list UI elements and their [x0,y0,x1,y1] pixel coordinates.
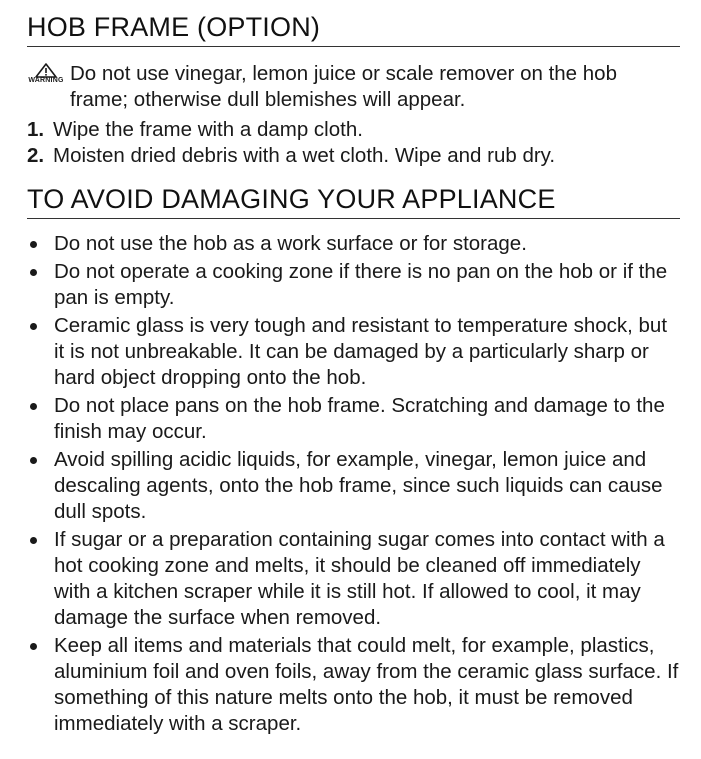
warning-icon [27,63,65,87]
manual-page [27,0,680,739]
list-item: Ceramic glass is very tough and resistant to temperature shock, but it is not unbreakable. It can be damaged by a particularly sharp or hard object dropping onto the hob. [27,313,680,391]
step-item [27,117,680,143]
cleaning-steps [27,117,680,169]
step-text: Wipe the frame with a damp cloth. [53,118,363,141]
section-title-avoid-damage: TO AVOID DAMAGING YOUR APPLIANCE [27,184,680,219]
warning-triangle-icon [35,63,57,78]
list-item: Do not operate a cooking zone if there is no pan on the hob or if the pan is empty. [27,259,680,311]
step-number: 2. [27,144,45,167]
step-item [27,143,680,169]
step-number: 1. [27,118,45,141]
step-text: Moisten dried debris with a wet cloth. Wipe and rub dry. [53,144,556,167]
list-item: Do not place pans on the hob frame. Scratching and damage to the finish may occur. [27,393,680,445]
warning-label: WARNING [28,77,64,84]
list-item: If sugar or a preparation containing sugar comes into contact with a hot cooking zone and melts, it should be cleaned off immediately with a kitchen scraper while it is still hot. If allowed to cool, it may damage the surface when removed. [27,527,680,631]
section-title-hob-frame: HOB FRAME (OPTION) [27,12,680,47]
warning-text: Do not use vinegar, lemon juice or scale remover on the hob frame; otherwise dull blemishes will appear. [70,62,617,111]
damage-prevention-list [27,231,680,737]
list-item: Avoid spilling acidic liquids, for example, vinegar, lemon juice and descaling agents, onto the hob frame, since such liquids can cause dull spots. [27,447,680,525]
list-item: Do not use the hob as a work surface or for storage. [27,231,680,257]
warning-notice [27,61,680,113]
list-item: Keep all items and materials that could melt, for example, plastics, aluminium foil and oven foils, away from the ceramic glass surface. If something of this nature melts onto the hob, it must be removed immediately with a scraper. [27,633,680,737]
